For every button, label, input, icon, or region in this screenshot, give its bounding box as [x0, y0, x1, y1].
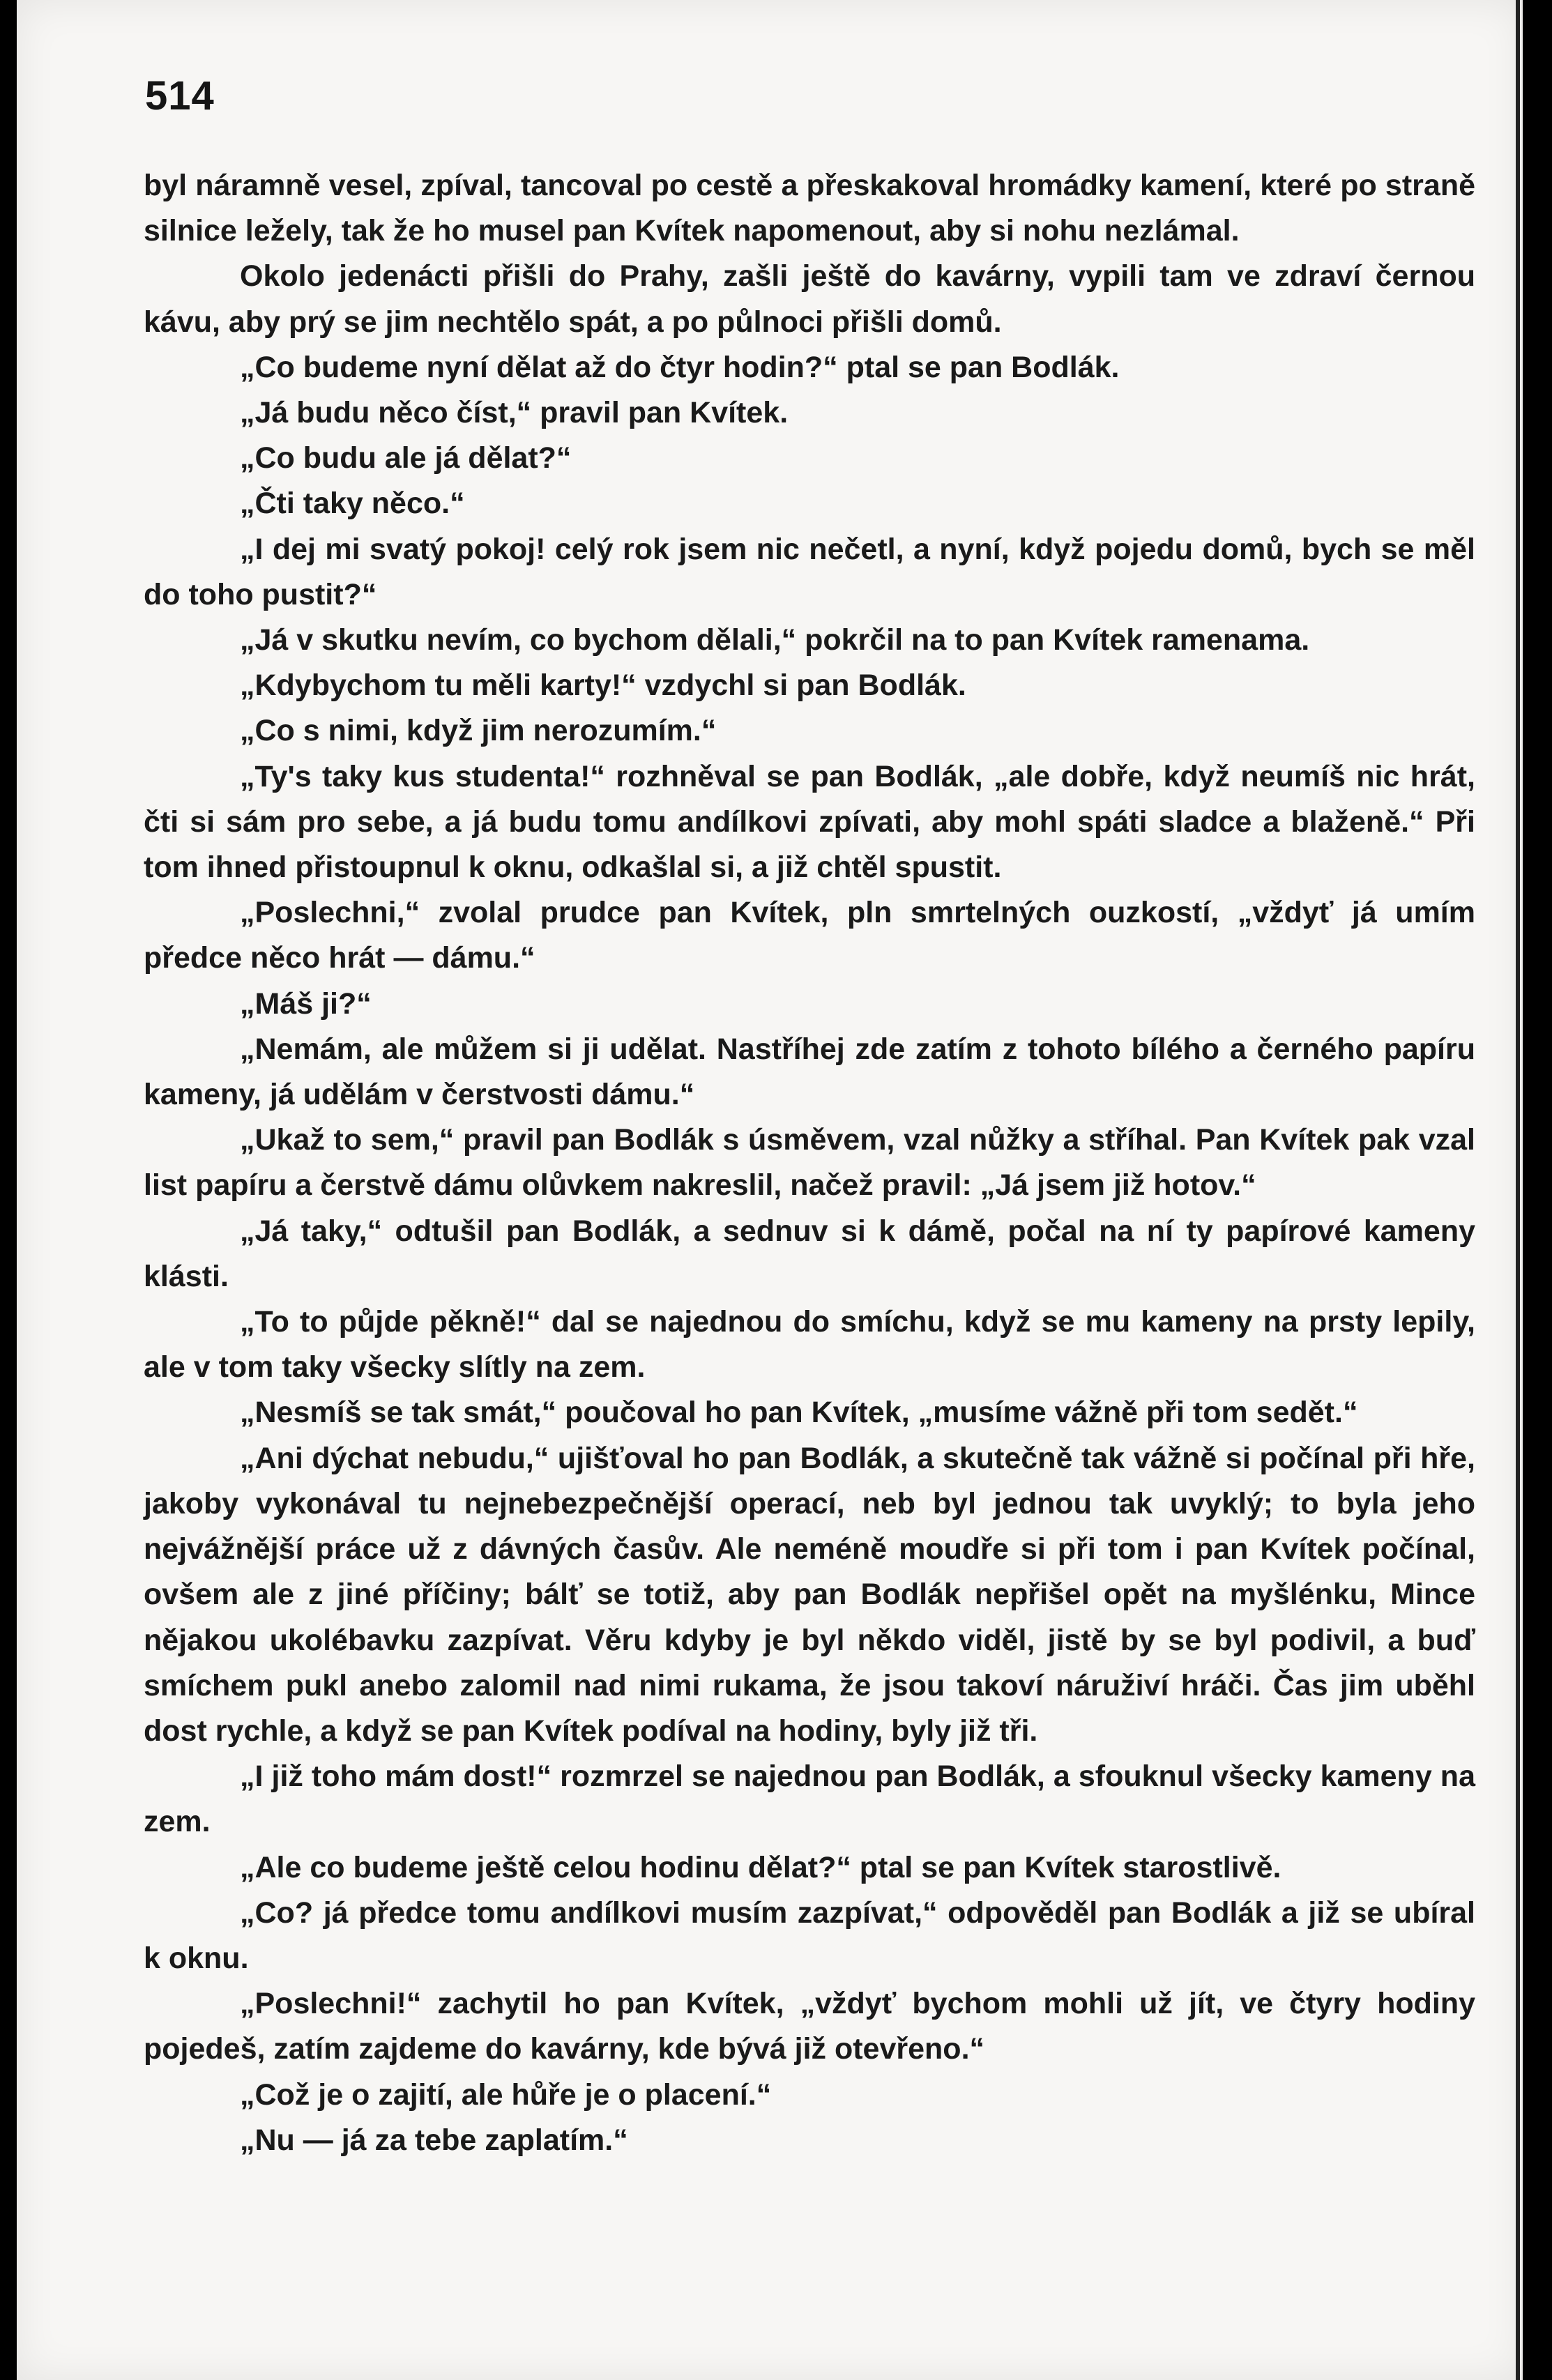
paragraph: „To to půjde pěkně!“ dal se najednou do smíchu, když se mu kameny na prsty lepily, ale v tom taky všecky slítly na zem.	[144, 1305, 1475, 1384]
paragraph: „Co budu ale já dělat?“	[240, 441, 572, 475]
paragraph: „Ale co budeme ještě celou hodinu dělat?“ ptal se pan Kvítek starostlivě.	[240, 1850, 1281, 1884]
paragraph: „I již toho mám dost!“ rozmrzel se najednou pan Bodlák, a sfouknul všecky kameny na zem.	[144, 1760, 1475, 1839]
book-page	[17, 0, 1523, 2380]
paragraph: „Já v skutku nevím, co bychom dělali,“ pokrčil na to pan Kvítek ramenama.	[240, 623, 1310, 657]
paragraph: „Poslechni,“ zvolal prudce pan Kvítek, pln smrtelných ouzkostí, „vždyť já umím předce něco hrát — dámu.“	[144, 896, 1475, 975]
paragraph: „Nu — já za tebe zaplatím.“	[240, 2123, 628, 2157]
page-edge-shadow	[1516, 0, 1520, 2380]
paragraph: „Já budu něco číst,“ pravil pan Kvítek.	[240, 396, 789, 430]
paragraph: „Co? já předce tomu andílkovi musím zazpívat,“ odpověděl pan Bodlák a již se ubíral k oknu.	[144, 1895, 1475, 1975]
paragraph: „Poslechni!“ zachytil ho pan Kvítek, „vždyť bychom mohli už jít, ve čtyry hodiny pojedeš, zatím zajdeme do kavárny, kde bývá již otevřeno.“	[144, 1987, 1475, 2066]
paragraph: „Což je o zajití, ale hůře je o placení.“	[240, 2077, 772, 2112]
paragraph: „Nemám, ale můžem si ji udělat. Nastříhej zde zatím z tohoto bílého a černého papíru kameny, já udělám v čerstvosti dámu.“	[144, 1032, 1475, 1112]
body-text	[144, 163, 1475, 2163]
paragraph: byl náramně vesel, zpíval, tancoval po cestě a přeskakoval hromádky kamení, které po straně silnice ležely, tak že ho musel pan Kvítek napomenout, aby si nohu nezlámal.	[144, 169, 1475, 248]
paragraph: „I dej mi svatý pokoj! celý rok jsem nic nečetl, a nyní, když pojedu domů, bych se měl do toho pustit?“	[144, 532, 1475, 611]
paragraph: Okolo jedenácti přišli do Prahy, zašli ještě do kavárny, vypili tam ve zdraví černou kávu, aby prý se jim nechtělo spát, a po půlnoci přišli domů.	[144, 259, 1475, 339]
paragraph: „Čti taky něco.“	[240, 487, 465, 521]
paragraph: „Co budeme nyní dělat až do čtyr hodin?“ ptal se pan Bodlák.	[240, 350, 1120, 384]
paragraph: „Ty's taky kus studenta!“ rozhněval se pan Bodlák, „ale dobře, když neumíš nic hrát, čti si sám pro sebe, a já budu tomu andílkovi zpívati, aby mohl spáti sladce a blaženě.“ Při tom ihned přistoupnul k oknu, odkašlal si, a již chtěl spustit.	[144, 759, 1475, 885]
paragraph: „Máš ji?“	[240, 986, 372, 1021]
paragraph: „Kdybychom tu měli karty!“ vzdychl si pan Bodlák.	[240, 669, 966, 703]
paragraph: „Ani dýchat nebudu,“ ujišťoval ho pan Bodlák, a skutečně tak vážně si počínal při hře, jakoby vykonával tu nejnebezpečnější operací, neb byl jednou tak uvyklý; to byla jeho nejvážnější práce už z dávných časův. Ale neméně moudře si při tom i pan Kvítek počínal, ovšem ale z jiné příčiny; bálť se totiž, aby pan Bodlák nepřišel opět na myšlénku, Mince nějakou ukolébavku zazpívat. Věru kdyby je byl někdo viděl, jistě by se byl podivil, a buď smíchem pukl anebo zalomil nad nimi rukama, že jsou takoví náruživí hráči. Čas jim uběhl dost rychle, a když se pan Kvítek podíval na hodiny, byly již tři.	[144, 1441, 1475, 1748]
paragraph: „Nesmíš se tak smát,“ poučoval ho pan Kvítek, „musíme vážně při tom sedět.“	[240, 1396, 1358, 1430]
page-number: 514	[145, 73, 215, 119]
paragraph: „Ukaž to sem,“ pravil pan Bodlák s úsměvem, vzal nůžky a stříhal. Pan Kvítek pak vzal list papíru a čerstvě dámu olůvkem nakreslil, načež pravil: „Já jsem již hotov.“	[144, 1123, 1475, 1203]
paragraph: „Co s nimi, když jim nerozumím.“	[240, 714, 717, 748]
paragraph: „Já taky,“ odtušil pan Bodlák, a sednuv si k dámě, počal na ní ty papírové kameny klásti.	[144, 1214, 1475, 1293]
